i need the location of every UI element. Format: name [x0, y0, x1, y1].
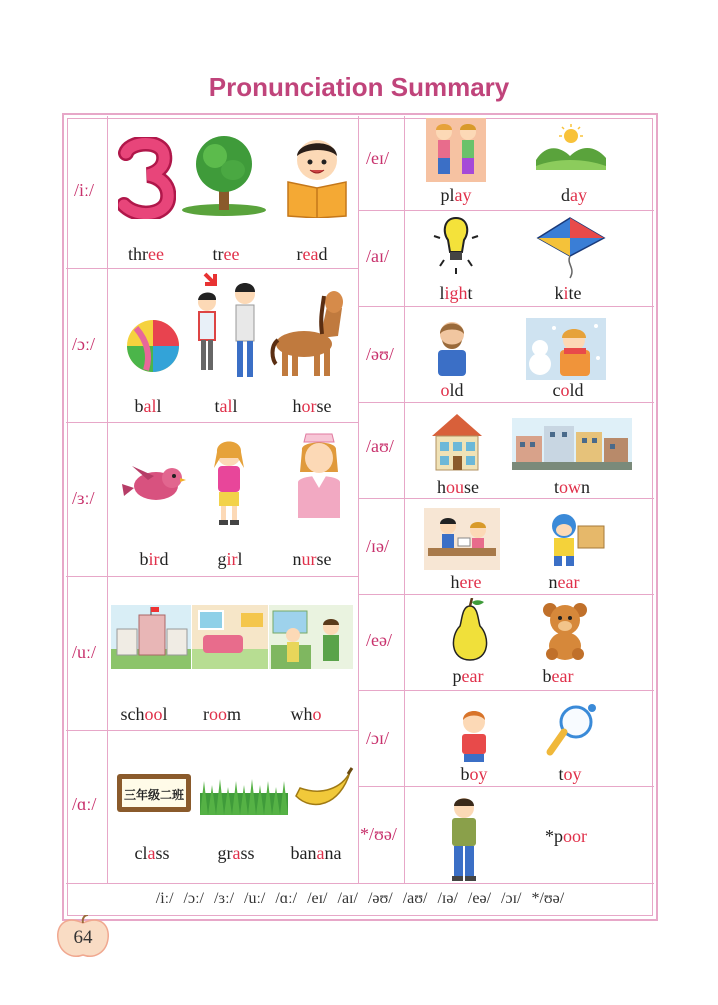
divider: [66, 730, 358, 731]
banana-image: [292, 766, 354, 814]
example-word: class: [134, 843, 170, 863]
example-word: town: [553, 477, 590, 497]
example-word: day: [561, 185, 587, 205]
example-word: play: [440, 185, 472, 205]
horse-image: [270, 290, 346, 380]
divider: [358, 306, 654, 307]
divider: [404, 116, 405, 883]
phoneme-symbol: /aʊ/: [366, 436, 394, 456]
example-word: room: [202, 704, 241, 724]
boy-image: [456, 708, 492, 762]
phoneme-symbol: */ʊə/: [360, 824, 397, 844]
divider: [358, 210, 654, 211]
nurse-image: [292, 432, 346, 518]
example-word: bear: [542, 666, 574, 686]
phoneme-symbol: /aɪ/: [366, 246, 389, 266]
cold-snow-image: [526, 318, 606, 380]
example-word: pear: [452, 666, 484, 686]
tall-boys-image: [193, 272, 263, 382]
phoneme-symbol: /ɔɪ/: [366, 728, 389, 748]
bird-image: [122, 460, 186, 506]
example-word: grass: [217, 843, 255, 863]
example-word: nurse: [292, 549, 332, 569]
example-word: horse: [292, 396, 332, 416]
svg-text:三年级二班: 三年级二班: [123, 788, 185, 802]
divider: [358, 786, 654, 787]
phoneme-symbol: /eɪ/: [366, 148, 389, 168]
divider: [66, 576, 358, 577]
number-three-image: [118, 137, 176, 219]
house-image: [430, 410, 484, 472]
light-bulb-image: [428, 216, 484, 276]
example-word: house: [437, 477, 479, 497]
town-image: [512, 418, 632, 470]
poor-man-image: [444, 796, 484, 882]
school-room-who-image: [111, 605, 353, 669]
example-word: banana: [290, 843, 342, 863]
example-word: here: [450, 572, 482, 592]
example-word: old: [440, 380, 464, 400]
example-word: boy: [460, 764, 488, 784]
example-word: read: [296, 244, 328, 264]
tree-image: [181, 134, 267, 216]
class-sign-image: [116, 773, 192, 813]
example-word: bird: [139, 549, 169, 569]
rattle-toy-image: [544, 702, 600, 760]
ball-image: [126, 318, 180, 374]
example-word: tall: [214, 396, 238, 416]
kite-image: [536, 216, 606, 280]
boy-reading-image: [286, 138, 348, 218]
example-word: cold: [552, 380, 584, 400]
example-word: tree: [212, 244, 240, 264]
divider: [358, 690, 654, 691]
old-man-image: [430, 318, 474, 376]
page-number: 64: [73, 927, 93, 948]
example-word: who: [290, 704, 322, 724]
teddy-bear-image: [540, 600, 590, 660]
example-word: light: [439, 283, 473, 303]
example-word: three: [128, 244, 164, 264]
phoneme-symbol: /ɜː/: [72, 488, 95, 508]
divider: [107, 116, 108, 883]
divider: [66, 883, 654, 884]
example-word: near: [548, 572, 580, 592]
near-box-image: [542, 510, 606, 568]
divider: [358, 498, 654, 499]
pear-image: [448, 598, 492, 662]
example-word: girl: [217, 549, 243, 569]
here-classroom-image: [424, 508, 500, 570]
grass-image: [200, 779, 288, 815]
phoneme-symbol: /iː/: [74, 180, 95, 200]
phoneme-symbol: /ɑː/: [72, 794, 97, 814]
page-title: Pronunciation Summary: [208, 72, 510, 102]
phoneme-list-footer: /iː/ /ɔː/ /ɜː/ /uː/ /ɑː/ /eɪ/ /aɪ/ /əʊ/ /aʊ/ /ɪə/ /eə/ /ɔɪ/ */ʊə/: [155, 890, 565, 907]
phoneme-symbol: /ɪə/: [366, 536, 389, 556]
example-word: ball: [134, 396, 162, 416]
example-word: toy: [558, 764, 582, 784]
phoneme-symbol: /eə/: [366, 630, 392, 650]
phoneme-symbol: /uː/: [72, 642, 97, 662]
divider: [66, 422, 358, 423]
divider: [358, 594, 654, 595]
sunny-day-image: [536, 124, 606, 170]
phoneme-symbol: /əʊ/: [366, 344, 394, 364]
divider: [358, 116, 359, 883]
divider: [358, 402, 654, 403]
example-word: kite: [554, 283, 582, 303]
girl-image: [204, 438, 254, 526]
example-word: *poor: [545, 826, 587, 846]
children-playing-image: [426, 118, 486, 182]
phoneme-symbol: /ɔː/: [72, 334, 95, 354]
divider: [66, 268, 358, 269]
example-word: school: [120, 704, 168, 724]
